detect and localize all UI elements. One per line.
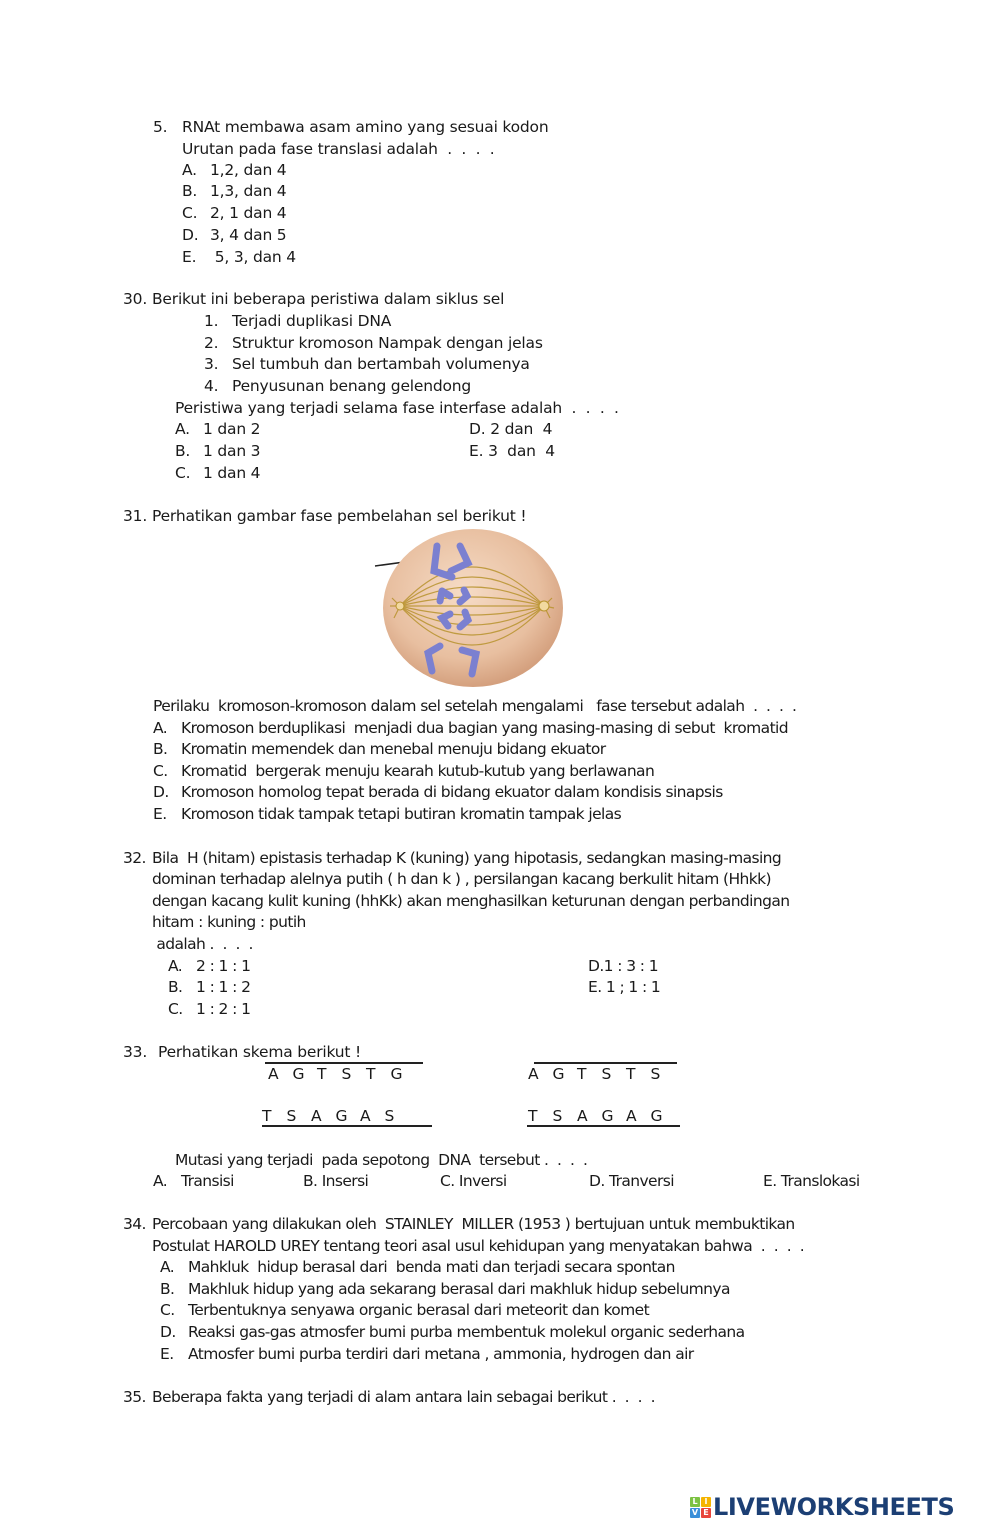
- base: A: [528, 1065, 539, 1083]
- option-text: 1 : 2 : 1: [196, 1000, 251, 1018]
- base: G: [650, 1107, 663, 1125]
- option-letter: B.: [182, 182, 198, 200]
- q32-option-a: [168, 956, 250, 976]
- option-letter: B.: [160, 1280, 175, 1298]
- q33-option-d: [589, 1171, 674, 1191]
- option-text: Mahkluk hidup berasal dari benda mati dan terjadi secara spontan: [188, 1258, 675, 1276]
- q31-option-b: [153, 739, 606, 759]
- q30-option-d: [469, 419, 552, 439]
- option-letter: A.: [153, 719, 168, 737]
- item-text: Penyusunan benang gelendong: [232, 377, 472, 395]
- option-text: 1 dan 2: [203, 420, 261, 438]
- q30-stem-line: [123, 289, 504, 309]
- q32-option-d: [588, 956, 658, 976]
- q30-option-c: [175, 463, 260, 483]
- option-letter: E.: [763, 1172, 777, 1190]
- q32-number: 32.: [123, 849, 146, 867]
- q32-line-4: hitam : kuning : putih: [152, 913, 306, 931]
- q30-option-e: [469, 441, 555, 461]
- base: S: [286, 1107, 297, 1125]
- option-text: Inversi: [458, 1172, 507, 1190]
- option-text: Kromoson tidak tampak tetapi butiran kromatin tampak jelas: [181, 805, 622, 823]
- q31-stem: Perhatikan gambar fase pembelahan sel berikut !: [152, 507, 527, 525]
- option-letter: A.: [182, 161, 197, 179]
- base: S: [601, 1065, 612, 1083]
- option-letter: B.: [153, 740, 168, 758]
- q34-line-2: Postulat HAROLD UREY tentang teori asal usul kehidupan yang menyatakan bahwa . . . .: [152, 1237, 805, 1255]
- q33-option-b: [303, 1171, 368, 1191]
- q30-item-2: [204, 333, 543, 353]
- option-text: Reaksi gas-gas atmosfer bumi purba membentuk molekul organic sederhana: [188, 1323, 745, 1341]
- option-text: 1 dan 4: [203, 464, 261, 482]
- base: A: [268, 1065, 279, 1083]
- option-text: Kromoson berduplikasi menjadi dua bagian yang masing-masing di sebut kromatid: [181, 719, 789, 737]
- option-text: 5, 3, dan 4: [210, 248, 296, 266]
- option-letter: A.: [153, 1172, 168, 1190]
- base: G: [292, 1065, 305, 1083]
- option-text: 3, 4 dan 5: [210, 226, 287, 244]
- dna-left-bottom-strand: [262, 1106, 409, 1126]
- dna-left-bottom-underline: [262, 1125, 432, 1127]
- q32-line-3: dengan kacang kulit kuning (hhKk) akan menghasilkan keturunan dengan perbandingan: [152, 892, 790, 910]
- dna-right-bottom-underline: [527, 1125, 680, 1127]
- option-text: 1 ; 1 : 1: [605, 978, 661, 996]
- base: A: [360, 1107, 371, 1125]
- option-text: 2 dan 4: [490, 420, 553, 438]
- q33-option-a: [153, 1171, 234, 1191]
- option-text: 1 : 1 : 2: [196, 978, 251, 996]
- q31-option-c: [153, 761, 654, 781]
- q34-line-1: [123, 1214, 795, 1234]
- base: T: [262, 1107, 272, 1125]
- option-letter: C.: [153, 762, 168, 780]
- option-letter: C.: [182, 204, 198, 222]
- dna-right-bottom-strand: [528, 1106, 675, 1126]
- logo-letter-i: I: [701, 1497, 711, 1507]
- q30-item-4: [204, 376, 471, 396]
- q30-option-b: [175, 441, 260, 461]
- q31-option-e: [153, 804, 621, 824]
- base: A: [577, 1107, 588, 1125]
- q5-stem-line: [153, 117, 548, 137]
- option-letter: E.: [153, 805, 167, 823]
- base: S: [552, 1107, 563, 1125]
- option-letter: B.: [303, 1172, 318, 1190]
- option-letter: C.: [175, 464, 191, 482]
- q31-option-d: [153, 782, 723, 802]
- option-text: 1 dan 3: [203, 442, 261, 460]
- q5-stem: RNAt membawa asam amino yang sesuai kodon: [182, 118, 549, 136]
- q34-number: 34.: [123, 1215, 146, 1233]
- base: S: [650, 1065, 661, 1083]
- q35-stem: Beberapa fakta yang terjadi di alam antara lain sebagai berikut . . . .: [152, 1388, 655, 1406]
- q34-text: Percobaan yang dilakukan oleh STAINLEY MILLER (1953 ) bertujuan untuk membuktikan: [152, 1215, 795, 1233]
- option-letter: C.: [168, 1000, 183, 1018]
- q33-number: 33.: [123, 1043, 148, 1061]
- option-text: Kromatin memendek dan menebal menuju bidang ekuator: [181, 740, 606, 758]
- option-text: Transisi: [181, 1172, 234, 1190]
- q32-line-1: [123, 848, 781, 868]
- logo-letter-v: V: [691, 1507, 699, 1517]
- option-letter: E.: [469, 442, 484, 460]
- base: G: [601, 1107, 614, 1125]
- live-grid-icon: [690, 1497, 711, 1518]
- q30-number: 30.: [123, 290, 148, 308]
- option-text: Insersi: [321, 1172, 369, 1190]
- base: T: [366, 1065, 376, 1083]
- q32-text: Bila H (hitam) epistasis terhadap K (kuning) yang hipotasis, sedangkan masing-masing: [152, 849, 782, 867]
- q33-option-c: [440, 1171, 507, 1191]
- q33-stem-line: [123, 1042, 361, 1062]
- option-letter: E.: [182, 248, 197, 266]
- base: S: [384, 1107, 395, 1125]
- q31-option-a: [153, 718, 788, 738]
- q5-option-d: [182, 225, 286, 245]
- logo-letter-e: E: [701, 1508, 711, 1518]
- item-text: Sel tumbuh dan bertambah volumenya: [232, 355, 530, 373]
- q32-option-e: [588, 977, 660, 997]
- q33-stem: Perhatikan skema berikut !: [158, 1043, 362, 1061]
- q32-line-2: dominan terhadap alelnya putih ( h dan k ) , persilangan kacang berkulit hitam (Hhkk): [152, 870, 771, 888]
- option-letter: A.: [160, 1258, 175, 1276]
- q32-option-b: [168, 977, 250, 997]
- q31-number: 31.: [123, 507, 148, 525]
- q30-item-1: [204, 311, 391, 331]
- q5-option-c: [182, 203, 286, 223]
- base: A: [311, 1107, 322, 1125]
- q5-option-b: [182, 181, 286, 201]
- option-text: Makhluk hidup yang ada sekarang berasal dari makhluk hidup sebelumnya: [188, 1280, 730, 1298]
- item-text: Terjadi duplikasi DNA: [232, 312, 392, 330]
- option-letter: D.: [589, 1172, 605, 1190]
- logo-letter-l: L: [690, 1497, 700, 1507]
- q31-stem-line: [123, 506, 526, 526]
- q35-number: 35.: [123, 1388, 146, 1406]
- q30-prompt: Peristiwa yang terjadi selama fase interfase adalah . . . .: [175, 399, 619, 417]
- q30-item-3: [204, 354, 530, 374]
- item-number: 1.: [204, 312, 219, 330]
- option-letter: C.: [440, 1172, 455, 1190]
- q5-prompt: Urutan pada fase translasi adalah . . . .: [182, 140, 495, 158]
- q34-option-c: [160, 1300, 649, 1320]
- item-text: Struktur kromoson Nampak dengan jelas: [232, 334, 543, 352]
- option-text: Kromatid bergerak menuju kearah kutub-kutub yang berlawanan: [181, 762, 655, 780]
- cell-division-figure: [372, 528, 572, 690]
- q32-line-5: adalah . . . .: [152, 935, 253, 953]
- option-text: Terbentuknya senyawa organic berasal dari meteorit dan komet: [188, 1301, 650, 1319]
- metaphase-cell-illustration: [372, 528, 572, 690]
- base: T: [577, 1065, 587, 1083]
- base: T: [626, 1065, 636, 1083]
- q5-option-e: [182, 247, 296, 267]
- logo-text: LIVEWORKSHEETS: [713, 1493, 955, 1521]
- dna-right-top-strand: [528, 1064, 675, 1084]
- option-text: Translokasi: [780, 1172, 860, 1190]
- q34-option-a: [160, 1257, 675, 1277]
- q34-option-d: [160, 1322, 745, 1342]
- base: G: [390, 1065, 403, 1083]
- liveworksheets-logo: [690, 1493, 954, 1521]
- q33-prompt: Mutasi yang terjadi pada sepotong DNA tersebut . . . .: [175, 1151, 588, 1169]
- item-number: 3.: [204, 355, 219, 373]
- q5-option-a: [182, 160, 286, 180]
- base: T: [528, 1107, 538, 1125]
- option-text: 1,2, dan 4: [210, 161, 287, 179]
- option-text: 2, 1 dan 4: [210, 204, 287, 222]
- option-text: Tranversi: [609, 1172, 674, 1190]
- option-letter: E.: [160, 1345, 174, 1363]
- q35-stem-line: [123, 1387, 655, 1407]
- base: S: [341, 1065, 352, 1083]
- q33-option-e: [763, 1171, 860, 1191]
- base: T: [317, 1065, 327, 1083]
- q30-stem: Berikut ini beberapa peristiwa dalam siklus sel: [152, 290, 505, 308]
- option-letter: D.: [153, 783, 169, 801]
- option-letter: B.: [168, 978, 183, 996]
- option-letter: B.: [175, 442, 191, 460]
- option-letter: D.: [469, 420, 486, 438]
- option-text: 1 : 3 : 1: [603, 957, 659, 975]
- option-text: 2 : 1 : 1: [196, 957, 251, 975]
- option-letter: E.: [588, 978, 602, 996]
- q30-option-a: [175, 419, 260, 439]
- q34-option-b: [160, 1279, 730, 1299]
- base: G: [552, 1065, 565, 1083]
- option-letter: D.: [588, 957, 604, 975]
- option-text: Kromoson homolog tepat berada di bidang ekuator dalam kondisis sinapsis: [181, 783, 723, 801]
- option-text: 3 dan 4: [488, 442, 555, 460]
- item-number: 4.: [204, 377, 219, 395]
- option-letter: D.: [160, 1323, 176, 1341]
- option-letter: A.: [168, 957, 183, 975]
- q34-option-e: [160, 1344, 694, 1364]
- option-letter: C.: [160, 1301, 175, 1319]
- option-letter: D.: [182, 226, 199, 244]
- option-text: 1,3, dan 4: [210, 182, 287, 200]
- option-text: Atmosfer bumi purba terdiri dari metana , ammonia, hydrogen dan air: [188, 1345, 694, 1363]
- option-letter: A.: [175, 420, 190, 438]
- base: G: [335, 1107, 348, 1125]
- q32-option-c: [168, 999, 250, 1019]
- dna-left-top-strand: [268, 1064, 415, 1084]
- q5-number: 5.: [153, 118, 168, 136]
- base: A: [626, 1107, 637, 1125]
- item-number: 2.: [204, 334, 219, 352]
- q31-prompt: Perilaku kromoson-kromoson dalam sel setelah mengalami fase tersebut adalah . . . .: [153, 697, 797, 715]
